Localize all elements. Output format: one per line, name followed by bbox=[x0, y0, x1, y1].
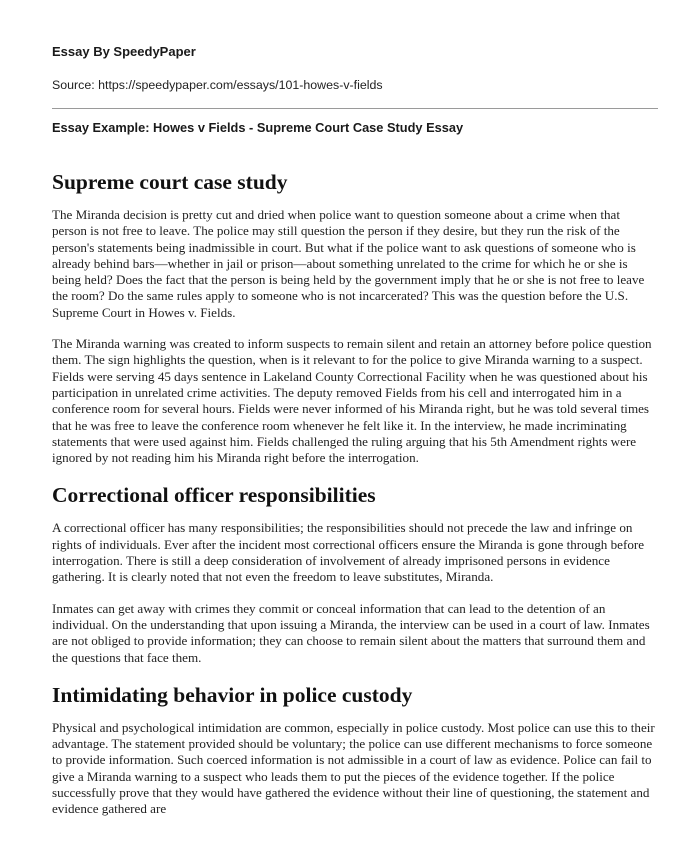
publisher-label: Essay By SpeedyPaper bbox=[52, 44, 196, 59]
section-heading: Intimidating behavior in police custody bbox=[52, 682, 413, 707]
source-line: Source: https://speedypaper.com/essays/101-howes-v-fields bbox=[52, 78, 383, 92]
essay-body bbox=[52, 168, 658, 833]
section-heading: Supreme court case study bbox=[52, 170, 288, 194]
paragraph: Inmates can get away with crimes they commit or conceal information that can lead to the detention of an individual. On the understanding that upon issuing a Miranda, the interview can be used in a court of law. Inmates are not obliged to provide information; they can choose to remain silent about the matters that surround them and the questions that face them. bbox=[52, 600, 650, 665]
essay-title: Essay Example: Howes v Fields - Supreme Court Case Study Essay bbox=[52, 120, 464, 135]
section-heading: Correctional officer responsibilities bbox=[52, 483, 376, 508]
paragraph: The Miranda decision is pretty cut and dried when police want to question someone about a crime when that person is not free to leave. The police may still question the person if they desire, but they run the risk of the person's statements being inadmissible in court. But what if the police want to ask questions of someone who is already behind bars—whether in jail or prison—about something unrelated to the crime for which he or she is being held? Does the fact that the person is being held by the government imply that he or she is not free to leave the room? Do the same rules apply to someone who is not incarcerated? This was the question before the U.S. Supreme Court in Howes v. Fields. bbox=[52, 207, 645, 320]
paragraph: Physical and psychological intimidation are common, especially in police custody. Most police can use this to their advantage. The statement provided should be voluntary; the police can use different mechanisms to force someone to provide information. Such coerced information is not admissible in a court of law as evidence. Police can fail to give a Miranda warning to a suspect who leads them to put the pieces of the evidence together. If the police successfully prove that they would have gathered the evidence without their line of questioning, the statement and evidence gathered are bbox=[52, 719, 655, 817]
paragraph: The Miranda warning was created to inform suspects to remain silent and retain an attorney before police question them. The sign highlights the question, when is it relevant to for the police to give Miranda warning to a suspect. Fields were serving 45 days sentence in Lakeland County Correctional Facility when he was questioned about his participation in unrelated crime activities. The deputy removed Fields from his cell and interrogated him in a conference room for several hours. Fields were never informed of his Miranda right, but he was told several times that he was free to leave the conference room whenever he felt like it. In the interview, he made incriminating statements that were used against him. Fields challenged the ruling arguing that his 5th Amendment rights were ignored by not reading him his Miranda right before the interrogation. bbox=[52, 336, 652, 466]
header-divider bbox=[52, 108, 658, 109]
paragraph: A correctional officer has many responsibilities; the responsibilities should not precede the law and infringe on rights of individuals. Ever after the incident most correctional officers ensure the Miranda is gone through before interrogation. There is still a deep consideration of involvement of already imprisoned persons in evidence gathering. It is clearly noted that not even the freedom to leave substitutes, Miranda. bbox=[52, 520, 645, 585]
